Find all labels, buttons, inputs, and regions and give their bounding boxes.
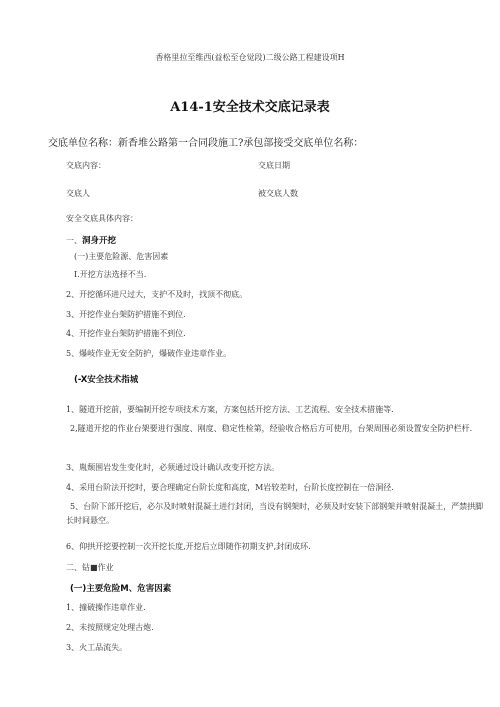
receiver-count-label: 被交底人数 [258,189,298,198]
measure-item: 3、胤颓围岩发生变化时，必须通过设计确认改变开挖方法。 [66,463,280,472]
hazard-item: 2、开挖循环进尺过大，支护不及时，找顶不彻底。 [66,290,248,299]
section-2-title: 二、钻■作业 [66,563,114,572]
giver-label: 交底人 [66,189,90,198]
section-2-sub-hazards: (一)主要危险M、危害因素 [70,584,172,594]
section-1-sub-hazards: (一)主要危险源、危害因素 [74,252,169,261]
drilling-hazard-item: 3、火工品流失。 [66,643,128,652]
measure-item: 2,隧道开挖的作业台架要进行强度、刚度、稳定性检第，经验收合格后方可使用，台架周围必须设置安全防护栏杆. [70,424,473,433]
section-1-sub-measures: (-X安全技术指城 [74,375,139,385]
page-title: A14-1安全技术交底记录表 [170,100,330,115]
measure-item: 5、台阶下部开挖后，必尔及时喷射混凝土进行封闭，当设有钢架时，必须及时安装下部钢架并喷射混凝土，严禁拱脚长时间悬空。 [66,502,484,525]
drilling-hazard-item: 2、未按照规定处理古炮. [66,623,154,632]
section-1-number: 一、 [66,236,82,245]
measure-item: 1、隧道开挖前，要编制开挖专项技术方案，方案包括开挖方法、工艺流程、安全技术措施等. [66,405,394,414]
content-intro: 安全交底具体内容： [66,214,138,223]
hazard-item: 4、开挖作业台架防护措施不到位. [66,329,186,338]
hazard-item: 3、开挖作业台架防护措施不到位. [66,310,186,319]
measure-item: 4、采用台阶法开挖时，要合理确定台阶长度和高度，M岩较差时，台阶长度控制在一倍洞径. [66,483,394,492]
section-1-heading [66,228,116,247]
drilling-hazard-item: 1、撞破操作违章作业. [66,603,146,612]
hazard-item: 5、爆岐作业无安全防护，爆破作业违章作业。 [66,349,232,358]
content-label: 交底内容： [66,161,106,170]
section-1-title: 洞身开挖 [82,236,117,246]
running-header: 香格里拉至维西(益松至仓觉段)二级公路工程建设项H [155,53,345,62]
hazard-item: I.开挖方法选择不当. [74,270,147,279]
date-label: 交底日期 [258,161,290,170]
measure-item: 6、仰拱开挖要控制一次开挖长度,开挖后立即随作初期支护,封闭成环. [66,542,311,551]
unit-name-line: 交底单位名称：新香堆公路第一合同段施工?承包部接受交底单位名称： [48,138,364,149]
